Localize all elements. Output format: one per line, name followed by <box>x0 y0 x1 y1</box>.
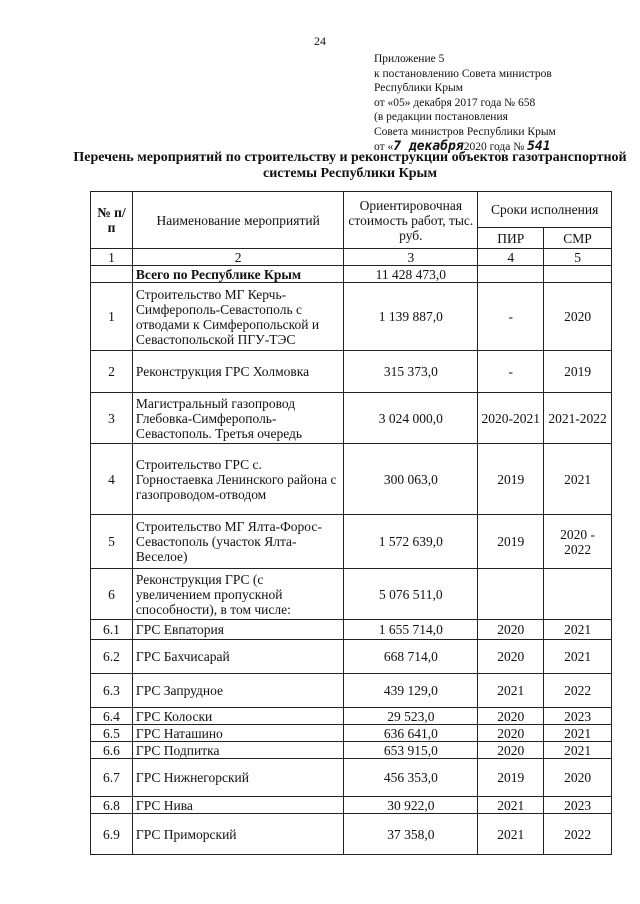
row-name: Реконструкция ГРС (с увеличением пропускной способности), в том числе: <box>132 569 344 620</box>
row-pir: 2021 <box>478 797 544 814</box>
row-pir: 2019 <box>478 515 544 569</box>
row-pir: 2019 <box>478 759 544 797</box>
column-number: 4 <box>478 249 544 266</box>
row-smr: 2020 <box>544 283 612 351</box>
row-name: ГРС Приморский <box>132 814 344 855</box>
row-name: ГРС Колоски <box>132 708 344 725</box>
row-cost: 1 655 714,0 <box>344 620 478 640</box>
table-row <box>91 620 612 640</box>
row-name: Строительство МГ Ялта-Форос-Севастополь (участок Ялта-Веселое) <box>132 515 344 569</box>
header-smr: СМР <box>544 228 612 249</box>
header-pir: ПИР <box>478 228 544 249</box>
table-row <box>91 351 612 393</box>
total-empty-cell <box>544 266 612 283</box>
row-number: 6.8 <box>91 797 133 814</box>
row-name: ГРС Наташино <box>132 725 344 742</box>
table-row <box>91 742 612 759</box>
table-row <box>91 759 612 797</box>
row-cost: 5 076 511,0 <box>344 569 478 620</box>
row-pir: 2021 <box>478 674 544 708</box>
table-row <box>91 674 612 708</box>
row-name: Магистральный газопровод Глебовка-Симферополь-Севастополь. Третья очередь <box>132 393 344 444</box>
table-row <box>91 797 612 814</box>
appendix-block <box>374 52 624 154</box>
row-smr: 2021 <box>544 444 612 515</box>
row-smr: 2021 <box>544 725 612 742</box>
row-cost: 1 139 887,0 <box>344 283 478 351</box>
table-row <box>91 393 612 444</box>
total-row <box>91 266 612 283</box>
table-row <box>91 725 612 742</box>
row-cost: 636 641,0 <box>344 725 478 742</box>
row-cost: 29 523,0 <box>344 708 478 725</box>
row-pir <box>478 569 544 620</box>
page-title: Перечень мероприятий по строительству и реконструкции объектов газотранспортной системы Республики Крым <box>73 150 627 181</box>
table-row <box>91 708 612 725</box>
row-smr: 2020 <box>544 759 612 797</box>
total-label: Всего по Республике Крым <box>132 266 344 283</box>
appendix-last-middle: 2020 года № <box>463 140 525 153</box>
row-name: ГРС Подпитка <box>132 742 344 759</box>
row-smr: 2023 <box>544 708 612 725</box>
row-cost: 300 063,0 <box>344 444 478 515</box>
appendix-last-prefix: от « <box>374 140 394 153</box>
row-number: 6.4 <box>91 708 133 725</box>
row-name: ГРС Евпатория <box>132 620 344 640</box>
row-cost: 456 353,0 <box>344 759 478 797</box>
row-pir: 2020 <box>478 708 544 725</box>
row-pir: 2019 <box>478 444 544 515</box>
header-terms: Сроки исполнения <box>478 192 612 228</box>
table-row <box>91 444 612 515</box>
row-number: 6.5 <box>91 725 133 742</box>
header-name: Наименование мероприятий <box>132 192 344 249</box>
table-body <box>91 283 612 855</box>
row-number: 6.2 <box>91 640 133 674</box>
row-cost: 3 024 000,0 <box>344 393 478 444</box>
appendix-line: от «05» декабря 2017 года № 658 <box>374 96 536 109</box>
row-pir: 2020 <box>478 620 544 640</box>
row-pir: 2020-2021 <box>478 393 544 444</box>
table-row <box>91 640 612 674</box>
appendix-line: (в редакции постановления <box>374 111 508 124</box>
row-cost: 30 922,0 <box>344 797 478 814</box>
row-number: 3 <box>91 393 133 444</box>
column-number: 2 <box>132 249 344 266</box>
column-numbers-row <box>91 249 612 266</box>
row-smr: 2021 <box>544 640 612 674</box>
row-name: ГРС Нива <box>132 797 344 814</box>
row-smr: 2021 <box>544 620 612 640</box>
row-number: 2 <box>91 351 133 393</box>
handwritten-number: 541 <box>527 138 551 154</box>
row-pir: 2020 <box>478 640 544 674</box>
row-name: ГРС Запрудное <box>132 674 344 708</box>
column-number: 3 <box>344 249 478 266</box>
column-number: 1 <box>91 249 133 266</box>
row-name: Реконструкция ГРС Холмовка <box>132 351 344 393</box>
row-number: 4 <box>91 444 133 515</box>
row-pir: 2020 <box>478 725 544 742</box>
row-name: ГРС Бахчисарай <box>132 640 344 674</box>
total-empty-cell <box>478 266 544 283</box>
measures-table <box>90 191 612 855</box>
page-number: 24 <box>314 34 326 48</box>
row-smr <box>544 569 612 620</box>
appendix-line: Совета министров Республики Крым <box>374 125 556 138</box>
row-number: 6.9 <box>91 814 133 855</box>
header-number: № п/п <box>91 192 133 249</box>
row-name: Строительство МГ Керчь-Симферополь-Севастополь с отводами к Симферопольской и Севастопольской ПГУ-ТЭС <box>132 283 344 351</box>
row-smr: 2023 <box>544 797 612 814</box>
row-pir: - <box>478 283 544 351</box>
header-cost: Ориентировочная стоимость работ, тыс. руб. <box>344 192 478 249</box>
total-empty-cell <box>91 266 133 283</box>
row-pir: - <box>478 351 544 393</box>
row-smr: 2021 <box>544 742 612 759</box>
row-number: 5 <box>91 515 133 569</box>
table-row <box>91 569 612 620</box>
row-cost: 439 129,0 <box>344 674 478 708</box>
table-row <box>91 515 612 569</box>
row-number: 6 <box>91 569 133 620</box>
table-row <box>91 283 612 351</box>
row-pir: 2020 <box>478 742 544 759</box>
row-number: 6.7 <box>91 759 133 797</box>
row-number: 6.1 <box>91 620 133 640</box>
row-smr: 2021-2022 <box>544 393 612 444</box>
row-smr: 2022 <box>544 814 612 855</box>
row-smr: 2020 - 2022 <box>544 515 612 569</box>
row-cost: 1 572 639,0 <box>344 515 478 569</box>
row-name: ГРС Нижнегорский <box>132 759 344 797</box>
row-number: 6.6 <box>91 742 133 759</box>
appendix-line: Республики Крым <box>374 82 463 95</box>
row-pir: 2021 <box>478 814 544 855</box>
row-name: Строительство ГРС с. Горностаевка Ленинского района с газопроводом-отводом <box>132 444 344 515</box>
table-row <box>91 814 612 855</box>
row-cost: 668 714,0 <box>344 640 478 674</box>
appendix-line: Приложение 5 <box>374 53 445 65</box>
row-number: 1 <box>91 283 133 351</box>
column-number: 5 <box>544 249 612 266</box>
row-number: 6.3 <box>91 674 133 708</box>
row-smr: 2022 <box>544 674 612 708</box>
row-smr: 2019 <box>544 351 612 393</box>
row-cost: 653 915,0 <box>344 742 478 759</box>
row-cost: 315 373,0 <box>344 351 478 393</box>
row-cost: 37 358,0 <box>344 814 478 855</box>
appendix-line: к постановлению Совета министров <box>374 67 552 80</box>
total-cost: 11 428 473,0 <box>344 266 478 283</box>
handwritten-date: 7 декабря <box>393 138 464 154</box>
